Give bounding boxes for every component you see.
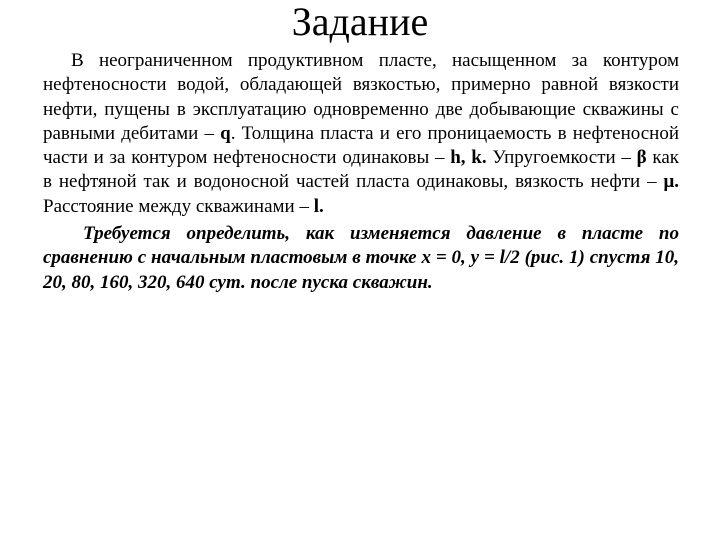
variable-l: l. [313, 195, 324, 217]
problem-text-part-1: В неограниченном продуктивном пласте, насыщенном за контуром нефтеносности водой, обладающей вязкостью, примерно равной вязкости нефти, пущены в эксплуатацию одновременно две добывающие скважины с равными дебитами – [43, 50, 679, 144]
variable-mu: μ. [663, 171, 679, 193]
problem-text-part-5: Расстояние между скважинами – [43, 195, 314, 217]
task-text-block [43, 49, 679, 295]
variable-h-k: h, k. [450, 147, 487, 169]
problem-text-part-4: как в нефтяной так и водоносной частей пласта одинаковы, вязкость нефти – [43, 147, 679, 193]
page-title: Задание [291, 0, 429, 44]
task-requirement-paragraph: Требуется определить, как изменяется давление в пласте по сравнению с начальным пластовым в точке x = 0, y = l/2 (рис. 1) спустя 10, 20, 80, 160, 320, 640 сут. после пуска скважин. [43, 223, 679, 293]
variable-q: q [220, 122, 231, 144]
problem-statement-paragraph [43, 49, 679, 219]
problem-text-part-3: Упругоемкости – [486, 147, 637, 169]
problem-text-part-2: . Толщина пласта и его проницаемость в нефтеносной части и за контуром нефтеносности одинаковы – [43, 122, 680, 169]
variable-beta: β [636, 147, 647, 169]
